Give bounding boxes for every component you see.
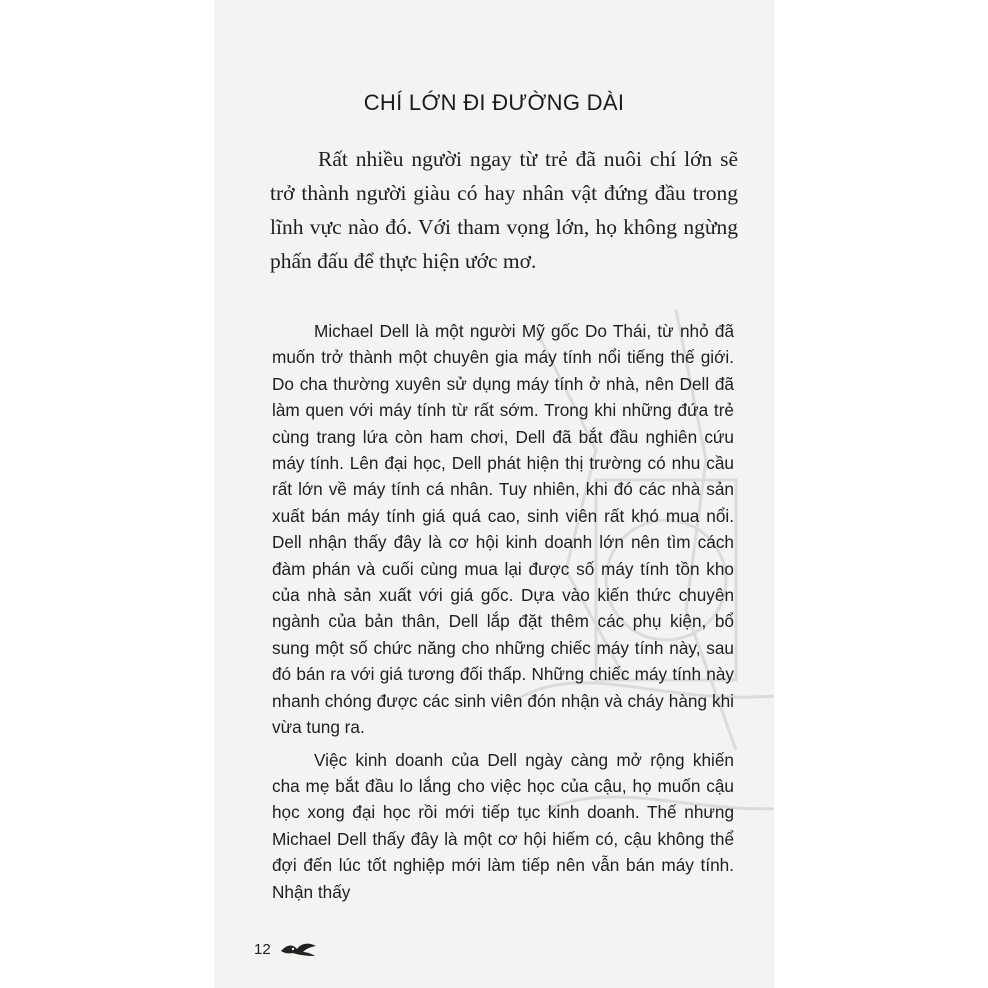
page-footer <box>254 940 319 958</box>
page-number: 12 <box>254 940 271 958</box>
body-paragraph: Việc kinh doanh của Dell ngày càng mở rộng khiến cha mẹ bắt đầu lo lắng cho việc học của cậu, họ muốn cậu học xong đại học rồi mới tiếp tục kinh doanh. Thế nhưng Michael Dell thấy đây là một cơ hội hiếm có, cậu không thể đợi đến lúc tốt nghiệp mới làm tiếp nên vẫn bán máy tính. Nhận thấy <box>272 749 734 902</box>
body-paragraph: Michael Dell là một người Mỹ gốc Do Thái, từ nhỏ đã muốn trở thành một chuyên gia máy tính nổi tiếng thế giới. Do cha thường xuyên sử dụng máy tính ở nhà, nên Dell đã làm quen với máy tính từ rất sớm. Trong khi những đứa trẻ cùng trang lứa còn ham chơi, Dell đã bắt đầu nghiên cứu máy tính. Lên đại học, Dell phát hiện thị trường có nhu cầu rất lớn về máy tính cá nhân. Tuy nhiên, khi đó các nhà sản xuất bán máy tính giá quá cao, sinh viên rất khó mua nổi. Dell nhận thấy đây là cơ hội kinh doanh lớn nên tìm cách đàm phán và cuối cùng mua lại được số máy tính tồn kho của nhà sản xuất với giá gốc. Dựa vào kiến thức chuyên ngành của bản thân, Dell lắp đặt thêm các phụ kiện, bổ sung một số chức năng cho những chiếc máy tính này, sau đó bán ra với giá tương đối thấp. Những chiếc máy tính này nhanh chóng được các sinh viên đón nhận và cháy hàng khi vừa tung ra. <box>272 321 734 738</box>
chapter-title: CHÍ LỚN ĐI ĐƯỜNG DÀI <box>363 90 625 115</box>
body-text <box>272 318 734 905</box>
book-page <box>214 0 774 988</box>
chapter-intro: Rất nhiều người ngay từ trẻ đã nuôi chí lớn sẽ trở thành người giàu có hay nhân vật đứng đầu trong lĩnh vực nào đó. Với tham vọng lớn, họ không ngừng phấn đấu để thực hiện ước mơ. <box>270 147 738 273</box>
bird-ornament-icon <box>279 940 319 958</box>
